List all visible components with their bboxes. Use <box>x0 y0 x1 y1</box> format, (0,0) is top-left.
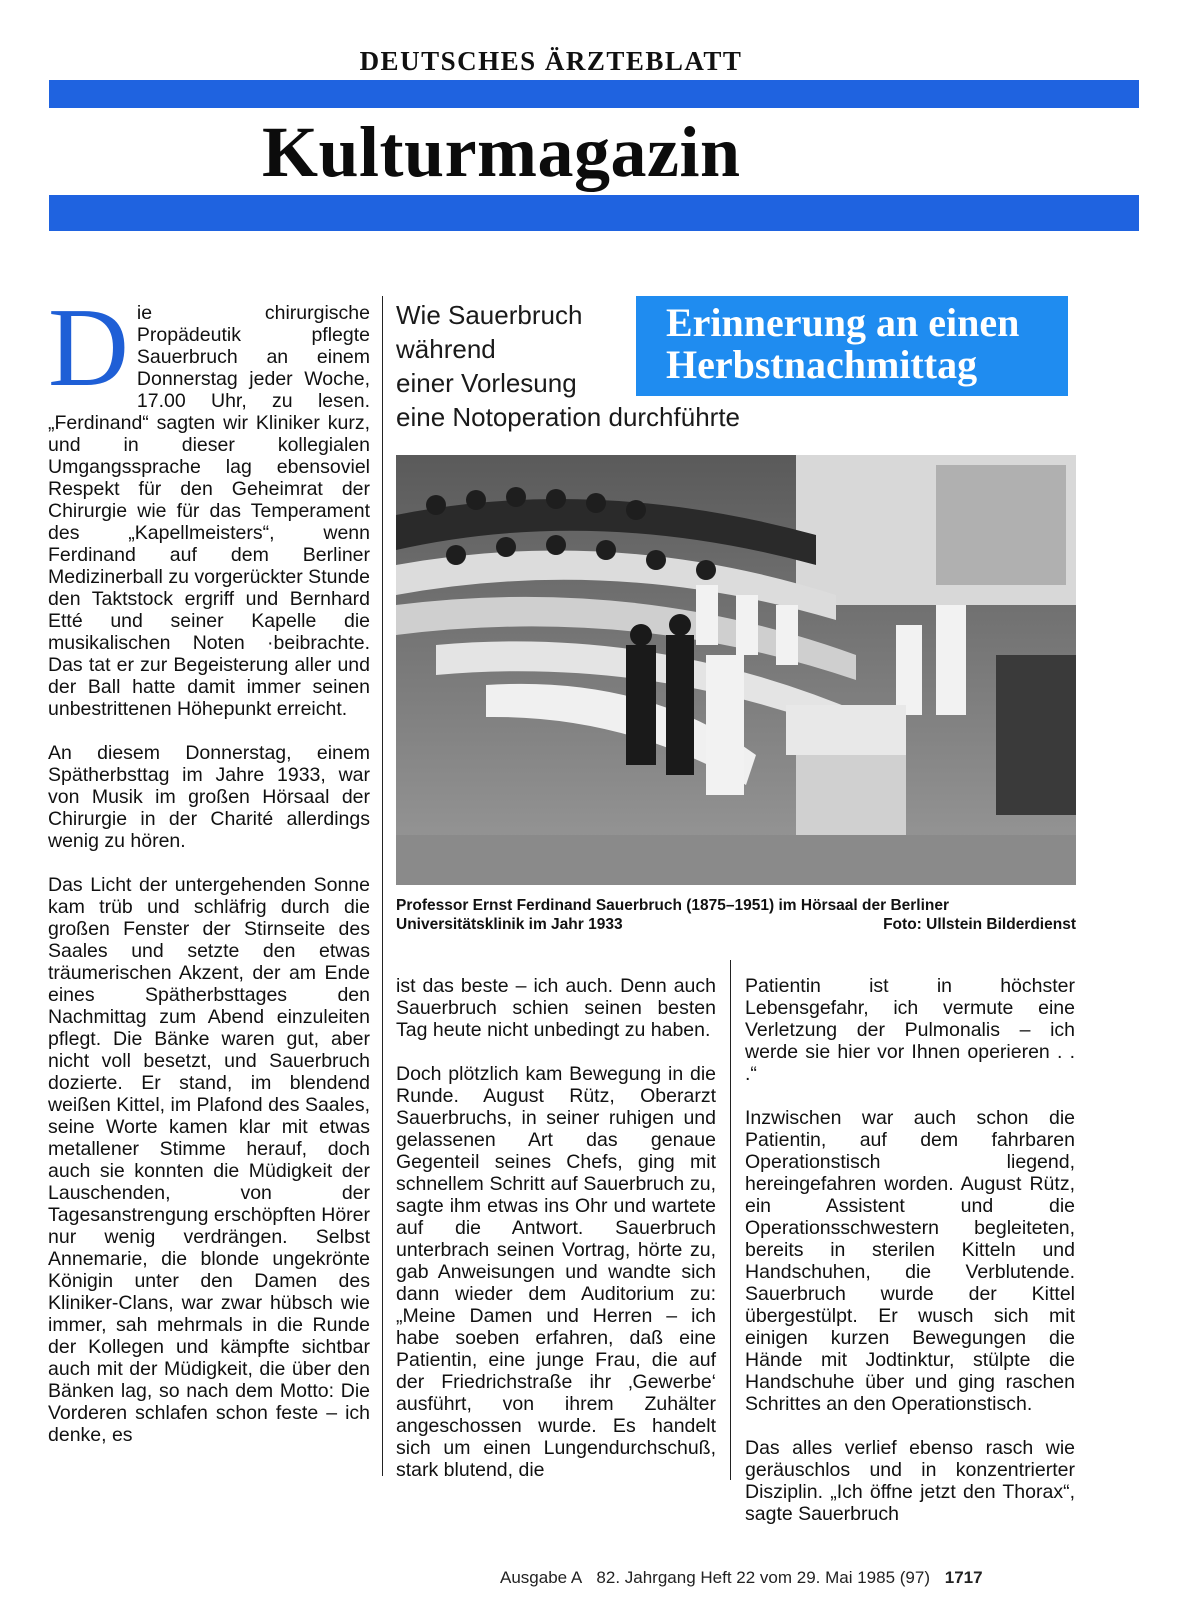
edition-label: Ausgabe A <box>500 1568 583 1587</box>
subtitle-line: während <box>396 334 496 364</box>
top-blue-bar <box>49 80 1139 108</box>
column-rule <box>730 960 731 1480</box>
photo-caption <box>396 896 1076 934</box>
column-rule <box>382 296 383 1476</box>
bottom-blue-bar <box>49 195 1139 231</box>
issue-info: 82. Jahrgang Heft 22 vom 29. Mai 1985 (97) <box>596 1568 931 1587</box>
headline-line: Erinnerung an einen <box>666 300 1020 345</box>
subtitle-line: einer Vorlesung <box>396 368 577 398</box>
paragraph: Inzwischen war auch schon die Patientin, auf dem fahrbaren Operationstisch liegend, hereingefahren worden. August Rütz, ein Assistent und die Operationsschwestern begleiteten, bereits in sterilen Kitteln und Handschuhen, die Verblutende. Sauerbruch wurde der Kittel übergestülpt. Er wusch sich mit einigen kurzen Bewegungen die Hände mit Jodtinktur, stülpte die Handschuhe über und ging raschen Schrittes an den Operationstisch. <box>745 1107 1075 1415</box>
paragraph: Patientin ist in höchster Lebensgefahr, ich vermute eine Verletzung der Pulmonalis – ich werde sie hier vor Ihnen operieren . . .“ <box>745 975 1075 1085</box>
paragraph: An diesem Donnerstag, einem Spätherbsttag im Jahre 1933, war von Musik im großen Hörsaal der Chirurgie in der Charité allerdings wenig zu hören. <box>48 742 370 852</box>
page-number: 1717 <box>944 1568 983 1587</box>
right-column <box>745 975 1075 1547</box>
article-subtitle <box>396 298 656 400</box>
paragraph: Das alles verlief ebenso rasch wie geräuschlos und in konzentrierter Disziplin. „Ich öffne jetzt den Thorax“, sagte Sauerbruch <box>745 1437 1075 1525</box>
caption-text: Professor Ernst Ferdinand Sauerbruch (1875–1951) im Hörsaal der Berliner Universitätsklinik im Jahr 1933 <box>396 897 950 933</box>
paragraph: Das Licht der untergehenden Sonne kam trüb und schläfrig durch die großen Fenster der Stirnseite des Saales und setzte den etwas träumerischen Akzent, der am Ende eines Spätherbsttages den Nachmittag zum Abend einzuleiten pflegt. Die Bänke waren gut, aber nicht voll besetzt, und Sauerbruch dozierte. Er stand, im blendend weißen Kittel, im Plafond des Saales, seine Worte kamen klar mit etwas metallener Stimme herauf, doch auch sie konnten die Müdigkeit der Lauschenden, von der Tagesanstrengung erschöpften Hörer nur wenig verdrängen. Selbst Annemarie, die blonde ungekrönte Königin unter den Damen des Kliniker-Clans, war zwar hübsch wie immer, sah mehrmals in die Runde der Kollegen und kämpfte sichtbar auch mit der Müdigkeit, die über den Bänken lag, so nach dem Motto: Die Vorderen schlafen schon feste – ich denke, es <box>48 874 370 1446</box>
drop-cap: D <box>48 286 129 410</box>
left-column <box>48 286 370 1468</box>
photo-illustration <box>396 455 1076 885</box>
paragraph: Doch plötzlich kam Bewegung in die Runde. August Rütz, Oberarzt Sauerbruchs, in seiner ruhigen und gelassenen Art das genaue Gegenteil seines Chefs, ging mit schnellem Schritt auf Sauerbruch zu, sagte ihm etwas ins Ohr und wartete auf die Antwort. Sauerbruch unterbrach seinen Vortrag, hörte zu, gab Anweisungen und wandte sich dann wieder dem Auditorium zu: „Meine Damen und Herren – ich habe soeben erfahren, daß eine Patientin, eine junge Frau, die auf der Friedrichstraße ihr ‚Gewerbe‘ ausführt, von ihrem Zuhälter angeschossen wurde. Es handelt sich um einen Lungendurchschuß, stark blutend, die <box>396 1063 716 1481</box>
middle-column <box>396 975 716 1503</box>
paragraph: ist das beste – ich auch. Denn auch Sauerbruch schien seinen besten Tag heute nicht unbedingt zu haben. <box>396 975 716 1041</box>
section-title: Kulturmagazin <box>262 112 741 192</box>
photo-credit: Foto: Ullstein Bilderdienst <box>883 916 1076 933</box>
lecture-hall-photo <box>396 455 1076 885</box>
headline-box <box>636 296 1068 396</box>
subtitle-line: Wie Sauerbruch <box>396 300 583 330</box>
paragraph-text: ie chirurgische Propädeutik pflegte Sauerbruch an einem Donnerstag jeder Woche, 17.00 Uhr, zu lesen. „Ferdinand“ sagten wir Kliniker kurz, und in dieser kollegialen Umgangssprache lag ebensoviel Respekt für den Geheimrat der Chirurgie wie für das Temperament des „Kapellmeisters“, wenn Ferdinand auf dem Berliner Medizinerball zu vorgerückter Stunde den Taktstock ergriff und Bernhard Etté und seiner Kapelle die musikalischen Noten ·beibrachte. Das tat er zur Begeisterung aller und der Ball hatte damit immer seinen unbestrittenen Höhepunkt erreicht. <box>48 302 370 720</box>
subtitle-line: eine Notoperation durchführte <box>396 402 741 432</box>
masthead: DEUTSCHES ÄRZTEBLATT <box>359 46 743 76</box>
headline-line: Herbstnachmittag <box>666 342 978 387</box>
paragraph <box>48 286 370 720</box>
page-footer <box>500 1568 983 1588</box>
